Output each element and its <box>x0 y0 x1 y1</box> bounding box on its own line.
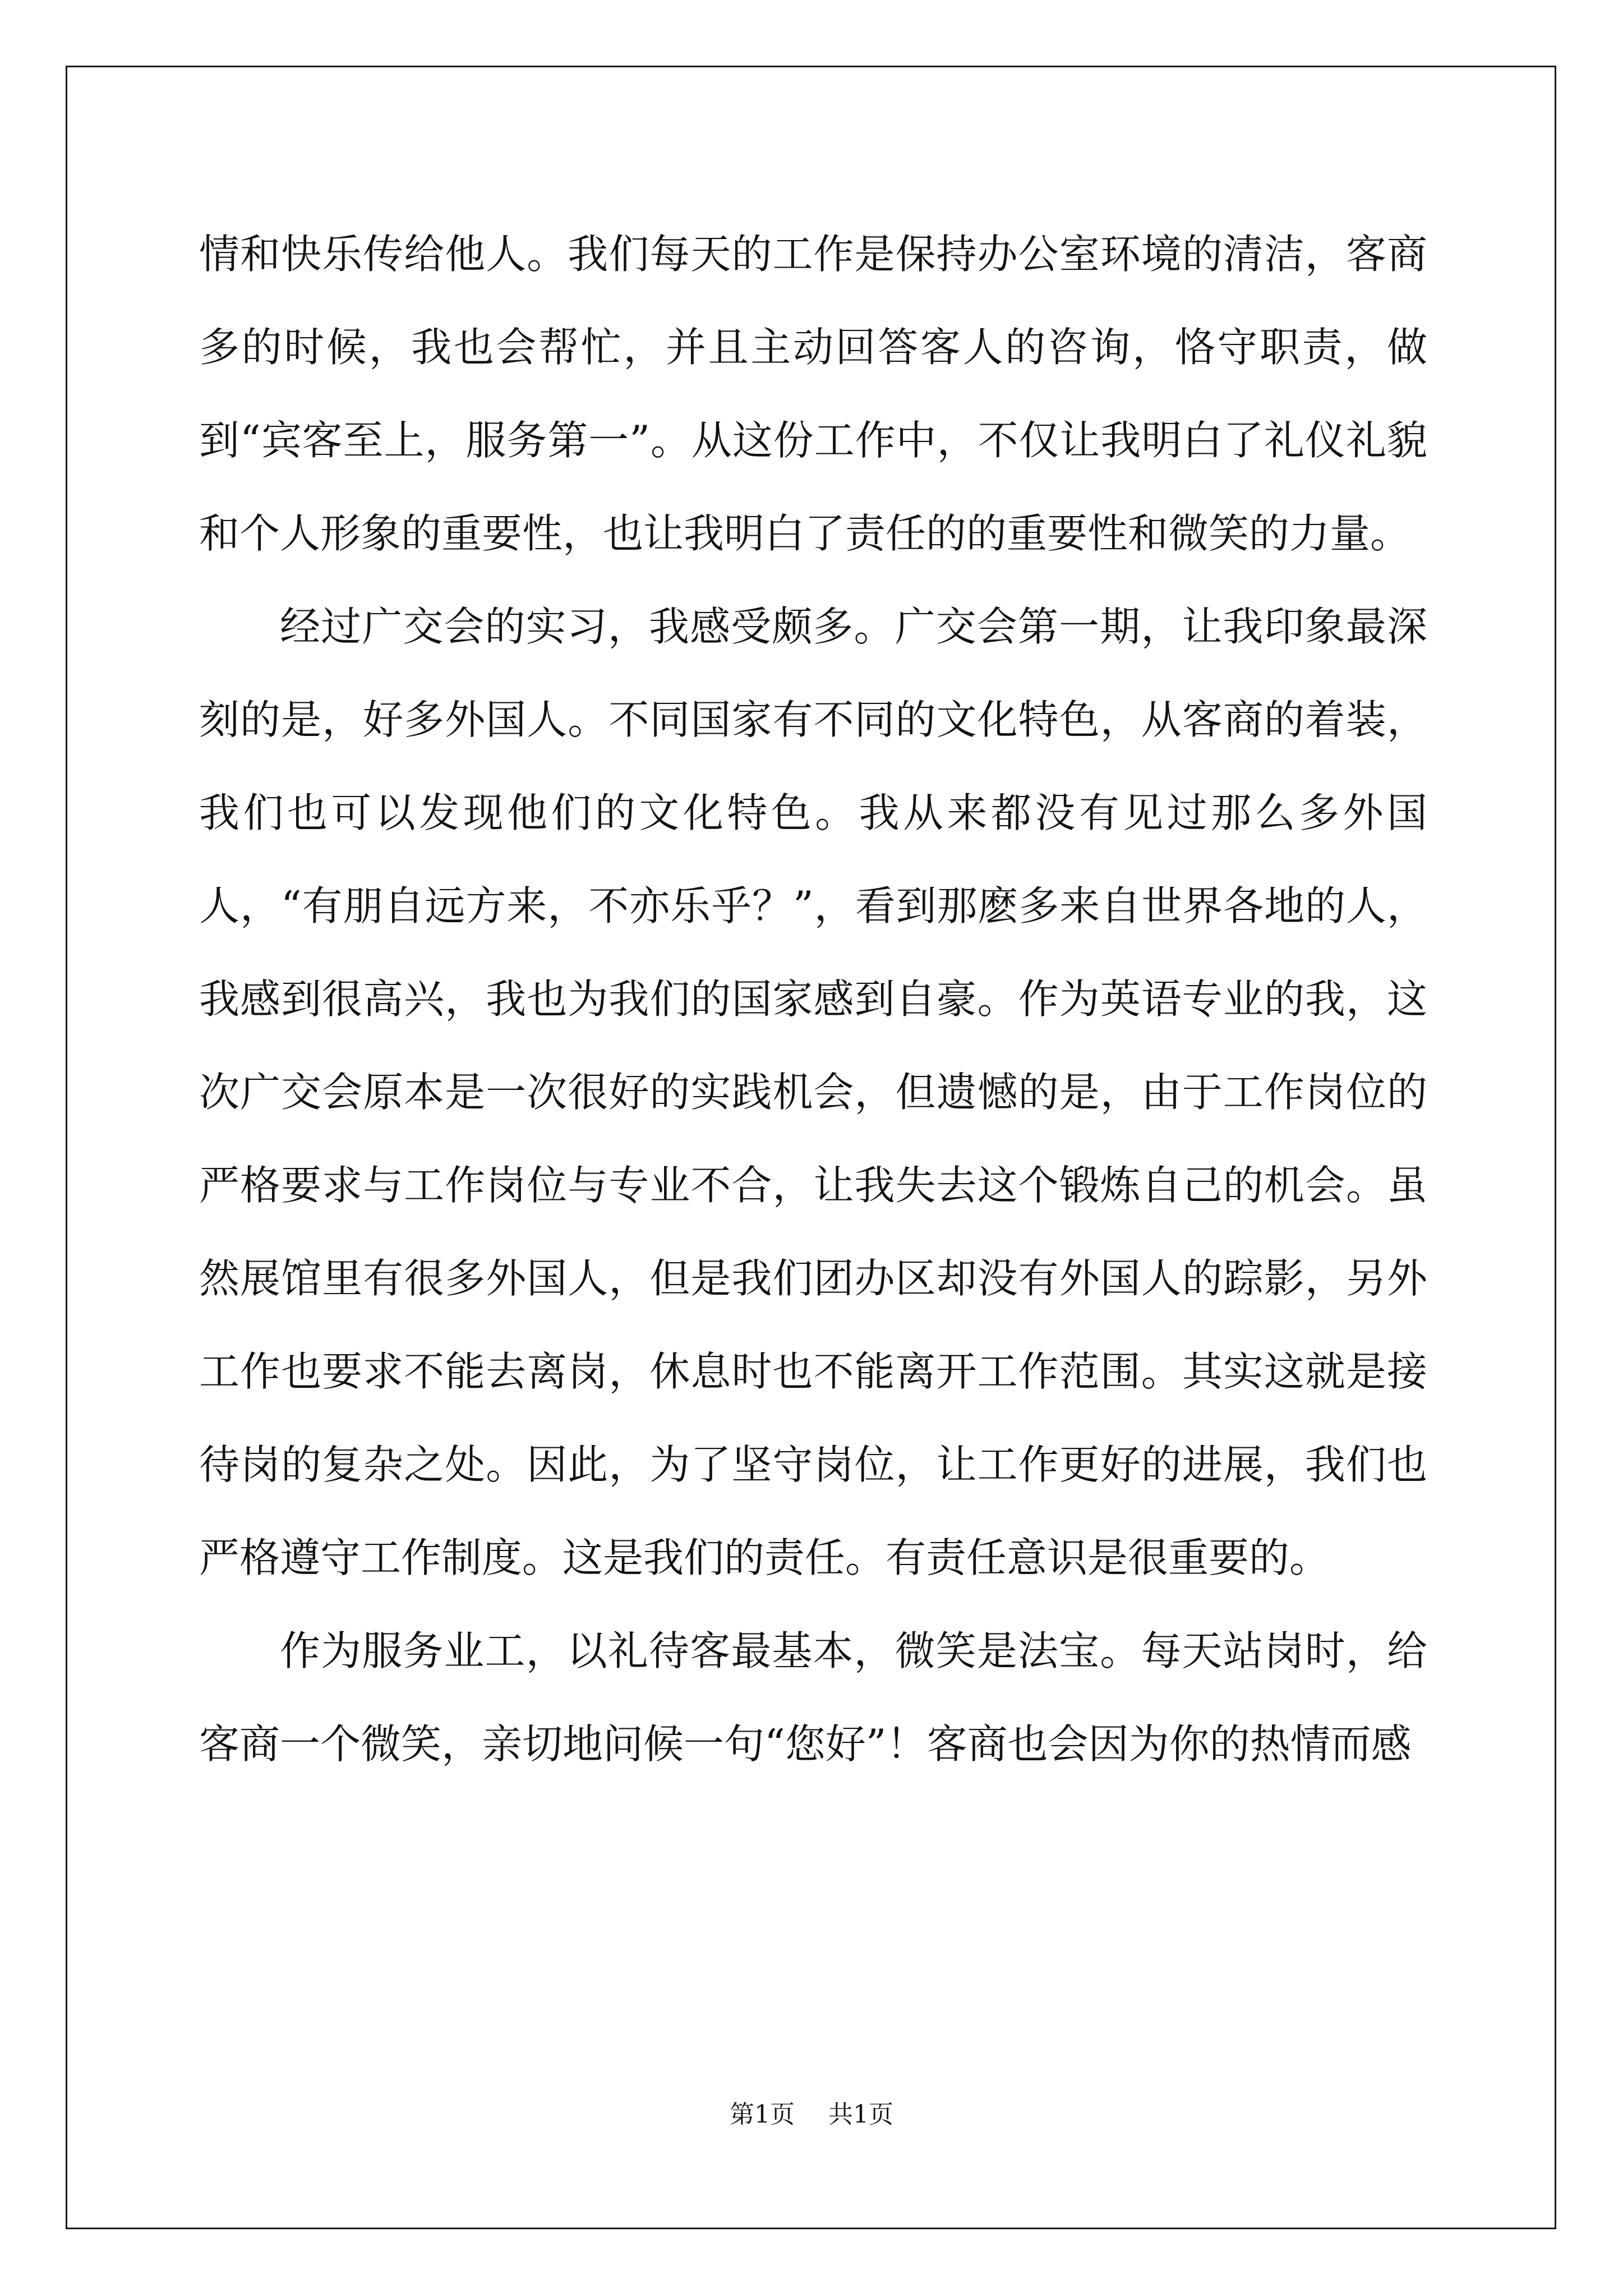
paragraph-3: 作为服务业工，以礼待客最基本，微笑是法宝。每天站岗时，给客商一个微笑，亲切地问候一句“您好”！客商也会因为你的热情而感 <box>199 1627 1427 1768</box>
paragraph-1: 情和快乐传给他人。我们每天的工作是保持办公室环境的清洁，客商多的时候，我也会帮忙，并且主动回答客人的咨询，恪守职责，做到“宾客至上，服务第一”。从这份工作中，不仅让我明白了礼仪礼貌和个人形象的重要性，也让我明白了责任的的重要性和微笑的力量。 <box>199 231 1427 557</box>
document-body <box>199 208 1427 1791</box>
paragraph-2: 经过广交会的实习，我感受颇多。广交会第一期，让我印象最深刻的是，好多外国人。不同国家有不同的文化特色，从客商的着装，我们也可以发现他们的文化特色。我从来都没有见过那么多外国人，“有朋自远方来，不亦乐乎？”，看到那麽多来自世界各地的人，我感到很高兴，我也为我们的国家感到自豪。作为英语专业的我，这次广交会原本是一次很好的实践机会，但遗憾的是，由于工作岗位的严格要求与工作岗位与专业不合，让我失去这个锻炼自己的机会。虽然展馆里有很多外国人，但是我们团办区却没有外国人的踪影，另外工作也要求不能去离岗，休息时也不能离开工作范围。其实这就是接待岗的复杂之处。因此，为了坚守岗位，让工作更好的进展，我们也严格遵守工作制度。这是我们的责任。有责任意识是很重要的。 <box>199 603 1427 1581</box>
page-footer <box>0 2098 1623 2132</box>
page-number: 第1页 <box>730 2100 795 2129</box>
page-total: 共1页 <box>828 2100 893 2129</box>
